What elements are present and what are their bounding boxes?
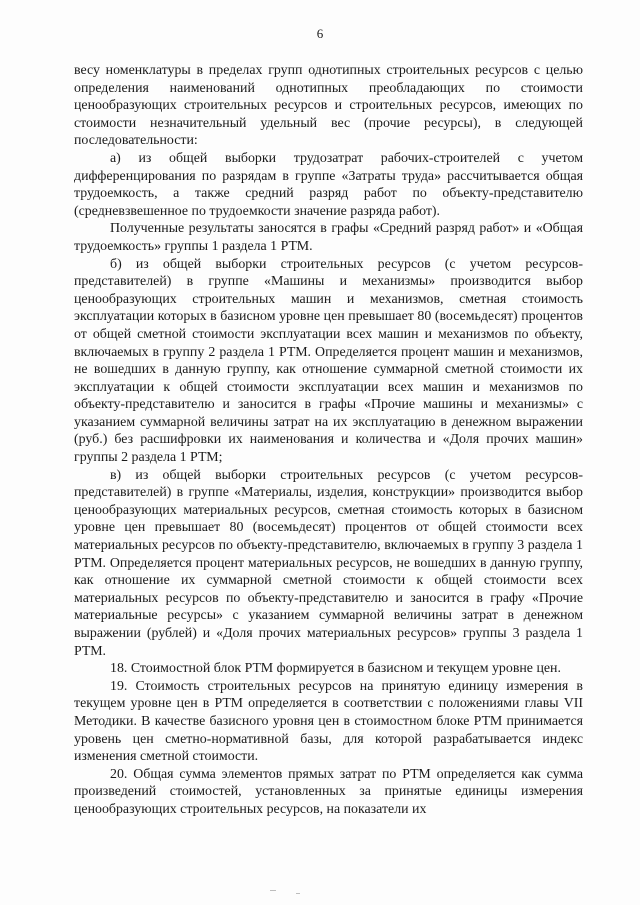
paragraph-item-a: а) из общей выборки трудозатрат рабочих-строителей с учетом дифференцирования по разрядам в группе «Затраты труда» рассчитывается общая трудоемкость, а также средний разряд работ по объекту-представителю (средневзвешенное по трудоемкости значение разряда работ). [74, 150, 583, 219]
scan-artifact [270, 890, 276, 891]
page-number: 6 [316, 26, 324, 41]
document-body [74, 62, 583, 819]
paragraph-18: 18. Стоимостной блок РТМ формируется в базисном и текущем уровне цен. [110, 661, 561, 677]
paragraph-19: 19. Стоимость строительных ресурсов на принятую единицу измерения в текущем уровне цен в РТМ определяется в соответствии с положениями главы VII Методики. В качестве базисного уровня цен в стоимостном блоке РТМ принимается уровень цен сметно-нормативной базы, для которой разрабатывается индекс изменения сметной стоимости. [74, 678, 583, 765]
paragraph-20: 20. Общая сумма элементов прямых затрат по РТМ определяется как сумма произведений стоимостей, установленных за принятые единицы измерения ценообразующих строительных ресурсов, на показатели их [74, 766, 583, 817]
paragraph-continuation: весу номенклатуры в пределах групп однотипных строительных ресурсов с целью определения наименований однотипных преобладающих по стоимости ценообразующих строительных ресурсов и строительных ресурсов, имеющих по стоимости незначительный удельный вес (прочие ресурсы), в следующей последовательности: [74, 63, 583, 149]
paragraph-results: Полученные результаты заносятся в графы «Средний разряд работ» и «Общая трудоемкость» группы 1 раздела 1 РТМ. [74, 221, 583, 254]
scan-artifact [296, 893, 300, 894]
paragraph-item-b: б) из общей выборки строительных ресурсов (с учетом ресурсов-представителей) в группе «Машины и механизмы» производится выбор ценообразующих строительных машин и механизмов, сметная стоимость эксплуатации которых в базисном уровне цен превышает 80 (восемьдесят) процентов от общей сметной стоимости эксплуатации всех машин и механизмов по объекту, включаемых в группу 2 раздела 1 РТМ. Определяется процент машин и механизмов, не вошедших в данную группу, как отношение суммарной сметной стоимости их эксплуатации к общей стоимости эксплуатации всех машин и механизмов по объекту-представителю и заносится в графы «Прочие машины и механизмы» с указанием суммарной величины затрат на их эксплуатацию в денежном выражении (руб.) без расшифровки их наименования и количества и «Доля прочих машин» группы 2 раздела 1 РТМ; [74, 256, 583, 466]
paragraph-item-v: в) из общей выборки строительных ресурсов (с учетом ресурсов-представителей) в группе «Материалы, изделия, конструкции» производится выбор ценообразующих материальных ресурсов, сметная стоимость которых в базисном уровне цен превышает 80 (восемьдесят) процентов от общей стоимости всех материальных ресурсов по объекту-представителю, включаемых в группу 3 раздела 1 РТМ. Определяется процент материальных ресурсов, не вошедших в данную группу, как отношение их суммарной сметной стоимости к общей стоимости всех материальных ресурсов по объекту-представителю и заносится в графу «Прочие материальные ресурсы» с указанием суммарной величины затрат в денежном выражении (рублей) и «Доля прочих материальных ресурсов» группы 3 раздела 1 РТМ. [74, 467, 583, 659]
